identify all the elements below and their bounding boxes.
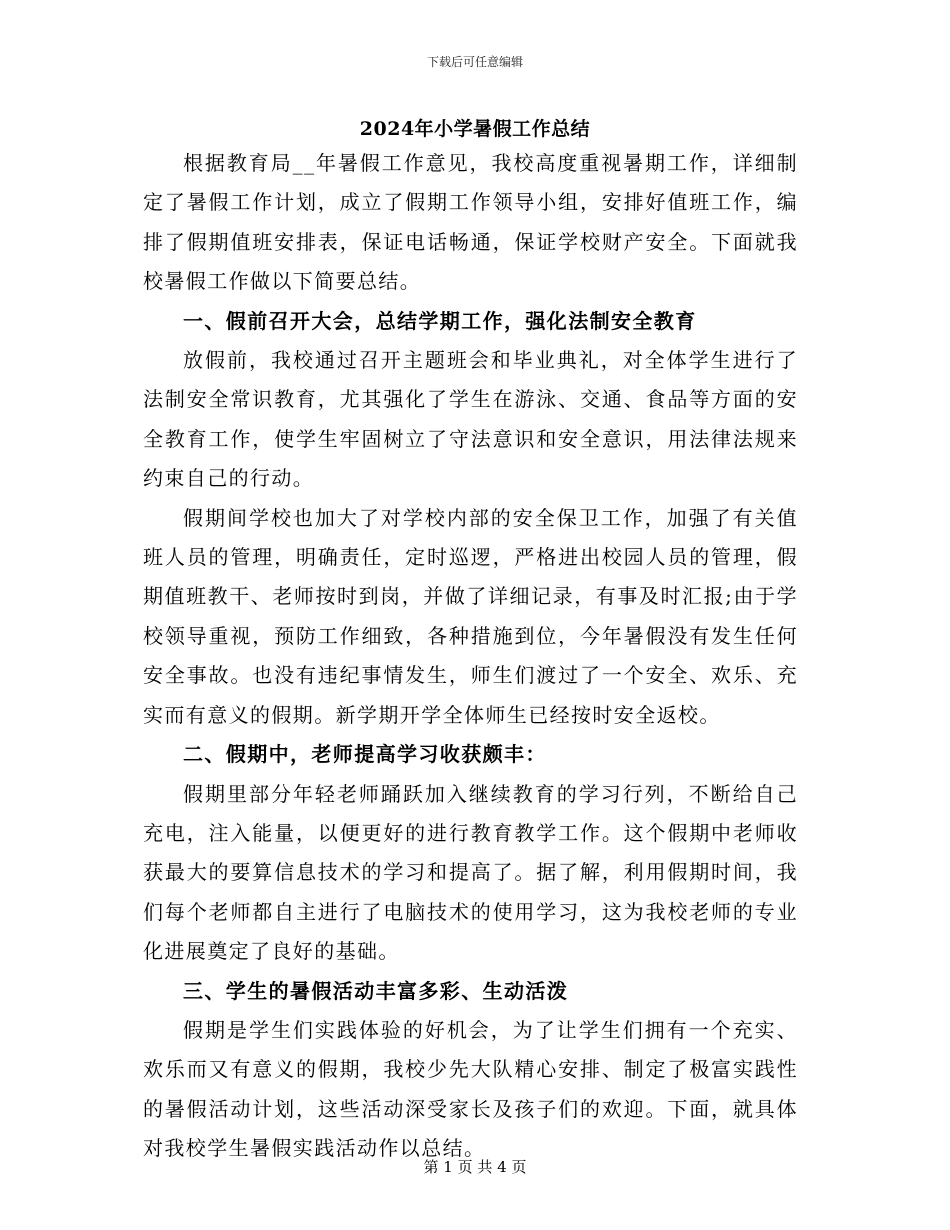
page-number: 第 1 页 共 4 页 [423, 1158, 527, 1176]
section-heading-1: 一、假前召开大会，总结学期工作，强化法制安全教育 [183, 308, 697, 333]
paragraph-2: 假期间学校也加大了对学校内部的安全保卫工作，加强了有关值班人员的管理，明确责任，定时巡逻，严格进出校园人员的管理，假期值班教干、老师按时到岗，并做了详细记录，有事及时汇报;由于学校领导重视，预防工作细致，各种措施到位，今年暑假没有发生任何安全事故。也没有违纪事情发生，师生们渡过了一个安全、欢乐、充实而有意义的假期。新学期开学全体师生已经按时安全返校。 [143, 505, 798, 727]
paragraph-intro: 根据教育局__年暑假工作意见，我校高度重视暑期工作，详细制定了暑假工作计划，成立了假期工作领导小组，安排好值班工作，编排了假期值班安排表，保证电话畅通，保证学校财产安全。下面就我校暑假工作做以下简要总结。 [143, 151, 798, 294]
section-heading-2: 二、假期中，老师提高学习收获颇丰： [183, 742, 547, 767]
document-body [143, 144, 798, 1169]
header-note: 下载后可任意编辑 [426, 55, 523, 69]
paragraph-4: 假期是学生们实践体验的好机会，为了让学生们拥有一个充实、欢乐而又有意义的假期，我校少先大队精心安排、制定了极富实践性的暑假活动计划，这些活动深受家长及孩子们的欢迎。下面，就具体对我校学生暑假实践活动作以总结。 [143, 1017, 798, 1161]
paragraph-1: 放假前，我校通过召开主题班会和毕业典礼，对全体学生进行了法制安全常识教育，尤其强化了学生在游泳、交通、食品等方面的安全教育工作，使学生牢固树立了守法意识和安全意识，用法律法规来约束自己的行动。 [143, 348, 798, 491]
paragraph-3: 假期里部分年轻老师踊跃加入继续教育的学习行列，不断给自己充电，注入能量，以便更好的进行教育教学工作。这个假期中老师收获最大的要算信息技术的学习和提高了。据了解，利用假期时间，我们每个老师都自主进行了电脑技术的使用学习，这为我校老师的专业化进展奠定了良好的基础。 [143, 781, 798, 964]
document-title: 2024年小学暑假工作总结 [359, 118, 591, 140]
section-heading-3: 三、学生的暑假活动丰富多彩、生动活泼 [183, 978, 569, 1003]
